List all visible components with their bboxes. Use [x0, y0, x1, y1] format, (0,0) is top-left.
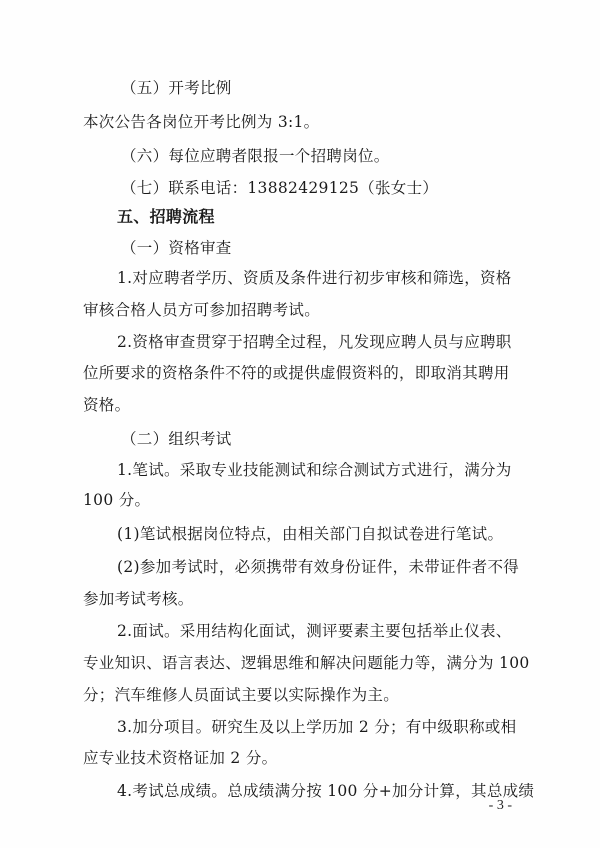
paragraph-line: （六）每位应聘者限报一个招聘岗位。	[121, 147, 390, 165]
contact-line: （七）联系电话：13882429125（张女士）	[121, 179, 439, 197]
paragraph-line: 审核合格人员方可参加招聘考试。	[83, 301, 321, 319]
paragraph-line: 资格。	[83, 396, 131, 414]
paragraph-line: 参加考试考核。	[83, 590, 194, 608]
paragraph-line: 专业知识、语言表达、逻辑思维和解决问题能力等，满分为 100	[83, 654, 530, 672]
paragraph-line: 本次公告各岗位开考比例为 3:1。	[83, 113, 320, 131]
paragraph-line: 位所要求的资格条件不符的或提供虚假资料的，即取消其聘用	[83, 364, 510, 382]
subsection-heading-5: （五）开考比例	[121, 79, 232, 97]
paragraph-line: (2)参加考试时，必须携带有效身份证件，未带证件者不得	[117, 558, 520, 576]
section-heading: 五、招聘流程	[117, 207, 215, 226]
paragraph-line: 应专业技术资格证加 2 分。	[83, 749, 278, 767]
subsection-heading-2: （二）组织考试	[121, 430, 232, 448]
paragraph-line: 100 分。	[83, 491, 151, 509]
paragraph-line: 4.考试总成绩。总成绩满分按 100 分+加分计算，其总成绩	[117, 782, 535, 800]
paragraph-line: 分；汽车维修人员面试主要以实际操作为主。	[83, 686, 400, 704]
paragraph-line: 1.笔试。采取专业技能测试和综合测试方式进行，满分为	[117, 461, 512, 479]
paragraph-line: 2.面试。采用结构化面试，测评要素主要包括举止仪表、	[117, 622, 512, 640]
paragraph-line: (1)笔试根据岗位特点，由相关部门自拟试卷进行笔试。	[117, 525, 504, 543]
paragraph-line: 2.资格审查贯穿于招聘全过程，凡发现应聘人员与应聘职	[117, 333, 512, 351]
page-number: - 3 -	[488, 798, 512, 813]
subsection-heading-1: （一）资格审查	[121, 239, 232, 257]
paragraph-line: 3.加分项目。研究生及以上学历加 2 分；有中级职称或相	[117, 718, 517, 736]
paragraph-line: 1.对应聘者学历、资质及条件进行初步审核和筛选，资格	[117, 269, 512, 287]
